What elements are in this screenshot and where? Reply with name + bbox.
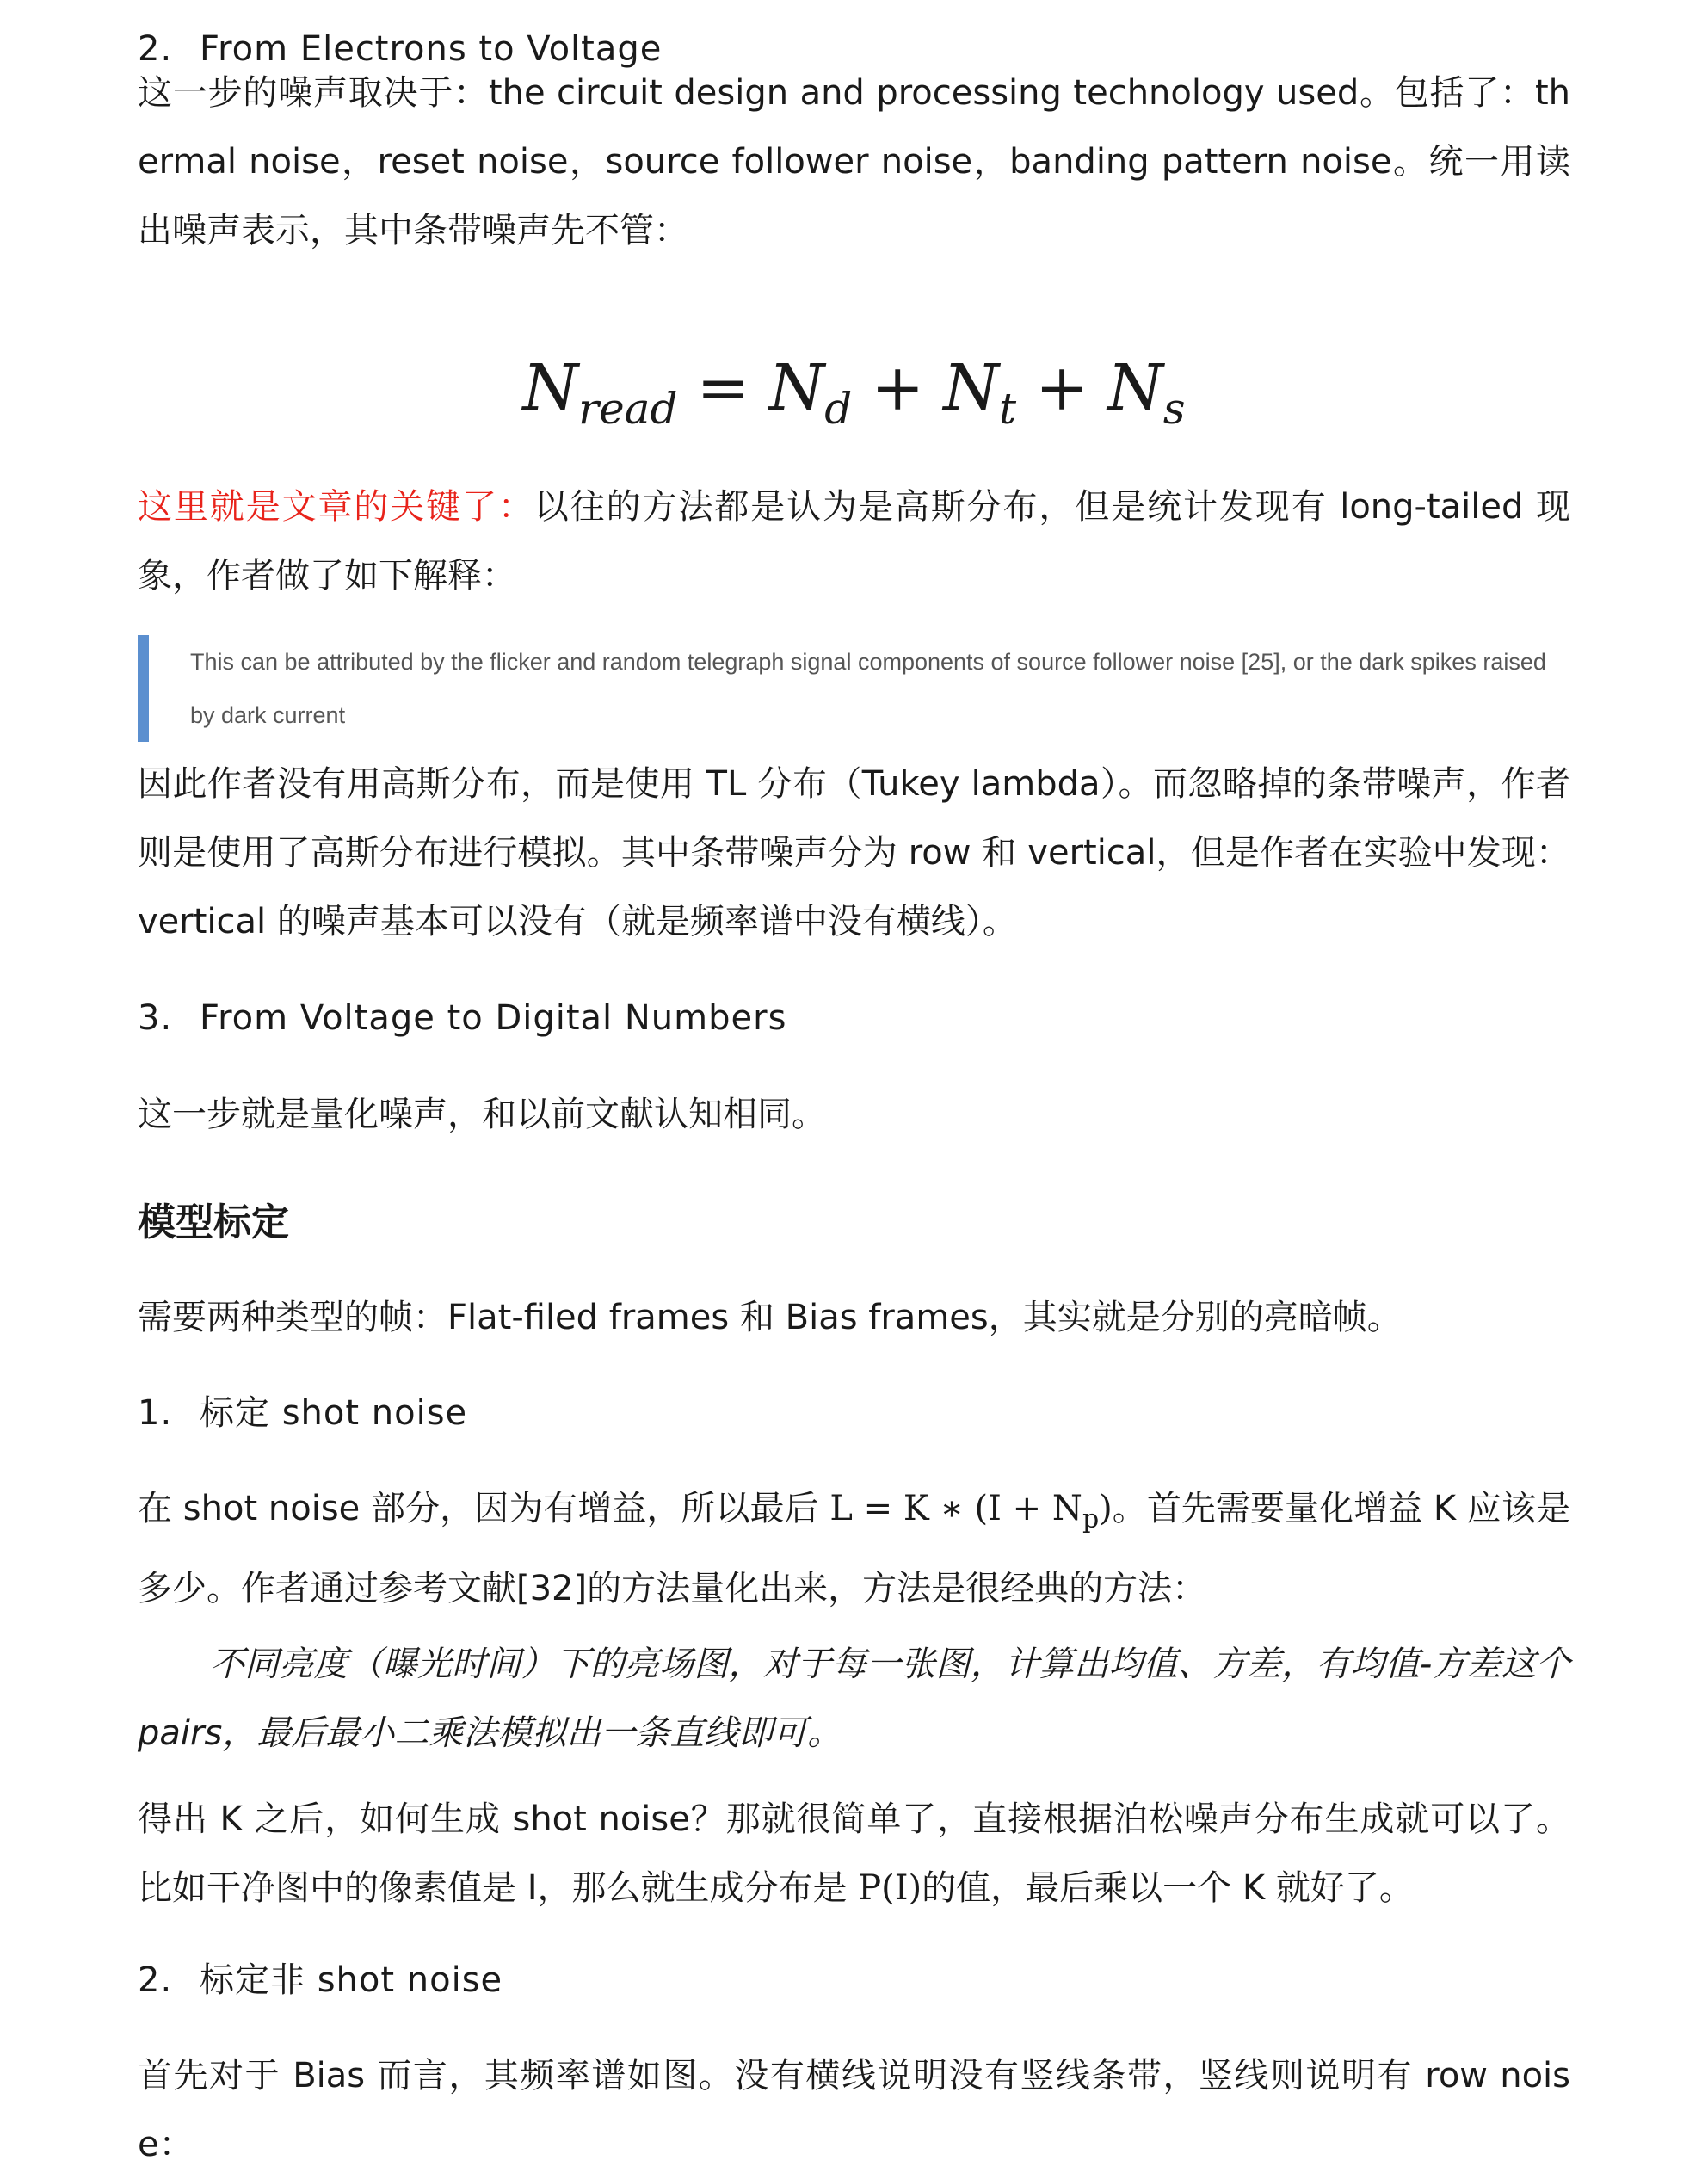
section-title: 模型标定 (138, 1201, 289, 1244)
paragraph-frame-types: 需要两种类型的帧：Flat-filed frames 和 Bias frames，其实就是分别的亮暗帧。 (138, 1298, 1402, 1337)
item2-title: 标定非 shot noise (200, 1960, 503, 2000)
step3-heading (138, 984, 1570, 1052)
paragraph-tukey-lambda: 因此作者没有用高斯分布，而是使用 TL 分布（Tukey lambda）。而忽略掉的条带噪声，作者则是使用了高斯分布进行模拟。其中条带噪声分为 row 和 vertical，但是作者在实验中发现：vertical 的噪声基本可以没有（就是频率谱中没有横线）。 (138, 764, 1570, 941)
generate-after: 的值，最后乘以一个 K 就好了。 (922, 1868, 1414, 1908)
shot-noise-math: L = K ∗ (I + N (829, 1489, 1082, 1528)
shot-noise-math-end: ) (1099, 1489, 1113, 1528)
generate-before: 得出 K 之后，如何生成 shot noise？那就很简单了，直接根据泊松噪声分布生成就可以了。比如干净图中的像素值是 I，那么就生成分布是 (138, 1799, 1570, 1908)
formula-lhs: N (522, 351, 579, 425)
formula-eq: = (696, 351, 750, 425)
step3-number: 3. (138, 998, 173, 1038)
shot-noise-before: 在 shot noise 部分，因为有增益，所以最后 (138, 1489, 830, 1528)
blockquote-text: This can be attributed by the flicker and random telegraph signal components of source follower noise [25], or the dark spikes raised by dark current (190, 649, 1546, 728)
paragraph-shot-noise (138, 1474, 1570, 1623)
step2-title: From Electrons to Voltage (200, 29, 663, 69)
blockquote (138, 635, 1570, 742)
key-point-highlight: 这里就是文章的关键了： (138, 487, 534, 527)
formula-t2-sub: t (999, 384, 1017, 434)
shot-noise-math-sub: p (1082, 1504, 1100, 1534)
item2-heading (138, 1946, 1570, 2015)
step3-title: From Voltage to Digital Numbers (200, 998, 787, 1038)
paragraph-quantization: 这一步就是量化噪声，和以前文献认知相同。 (138, 1095, 826, 1134)
key-point-text: 以往的方法都是认为是高斯分布，但是统计发现有 long-tailed 现象，作者做了如下解释： (138, 487, 1571, 596)
paragraph-bias: 首先对于 Bias 而言，其频率谱如图。没有横线说明没有竖线条带，竖线则说明有 row noise： (138, 2056, 1570, 2164)
read-noise-formula (138, 336, 1570, 440)
formula-plus2: + (1035, 351, 1089, 425)
formula-t1: N (768, 351, 825, 425)
formula-lhs-sub: read (578, 384, 678, 434)
formula-t3-sub: s (1162, 384, 1186, 434)
paragraph-method-italic: 不同亮度（曝光时间）下的亮场图，对于每一张图，计算出均值、方差，有均值-方差这个pairs，最后最小二乘法模拟出一条直线即可。 (138, 1645, 1570, 1753)
paragraph-key-point (138, 472, 1570, 610)
formula-t3: N (1107, 351, 1163, 425)
item2-number: 2. (138, 1960, 173, 2000)
formula-plus1: + (871, 351, 925, 425)
blockquote-bar (138, 635, 149, 742)
formula-t1-sub: d (824, 384, 853, 434)
formula-t2: N (943, 351, 1000, 425)
item1-title: 标定 shot noise (200, 1393, 468, 1433)
step2-number: 2. (138, 29, 173, 69)
shot-noise-after: 。首先需要量化增益 K 应该是多少。作者通过参考文献[32]的方法量化出来，方法是很经典的方法： (138, 1489, 1570, 1608)
paragraph-generate-shot-noise (138, 1785, 1570, 1923)
item1-number: 1. (138, 1393, 173, 1433)
item1-heading (138, 1379, 1570, 1448)
generate-math: P(I) (858, 1868, 922, 1908)
paragraph-circuit-noise: 这一步的噪声取决于：the circuit design and processing technology used。包括了：thermal noise，reset noise，source follower noise，banding pattern noise。统一用读出噪声表示，其中条带噪声先不管： (138, 73, 1570, 250)
